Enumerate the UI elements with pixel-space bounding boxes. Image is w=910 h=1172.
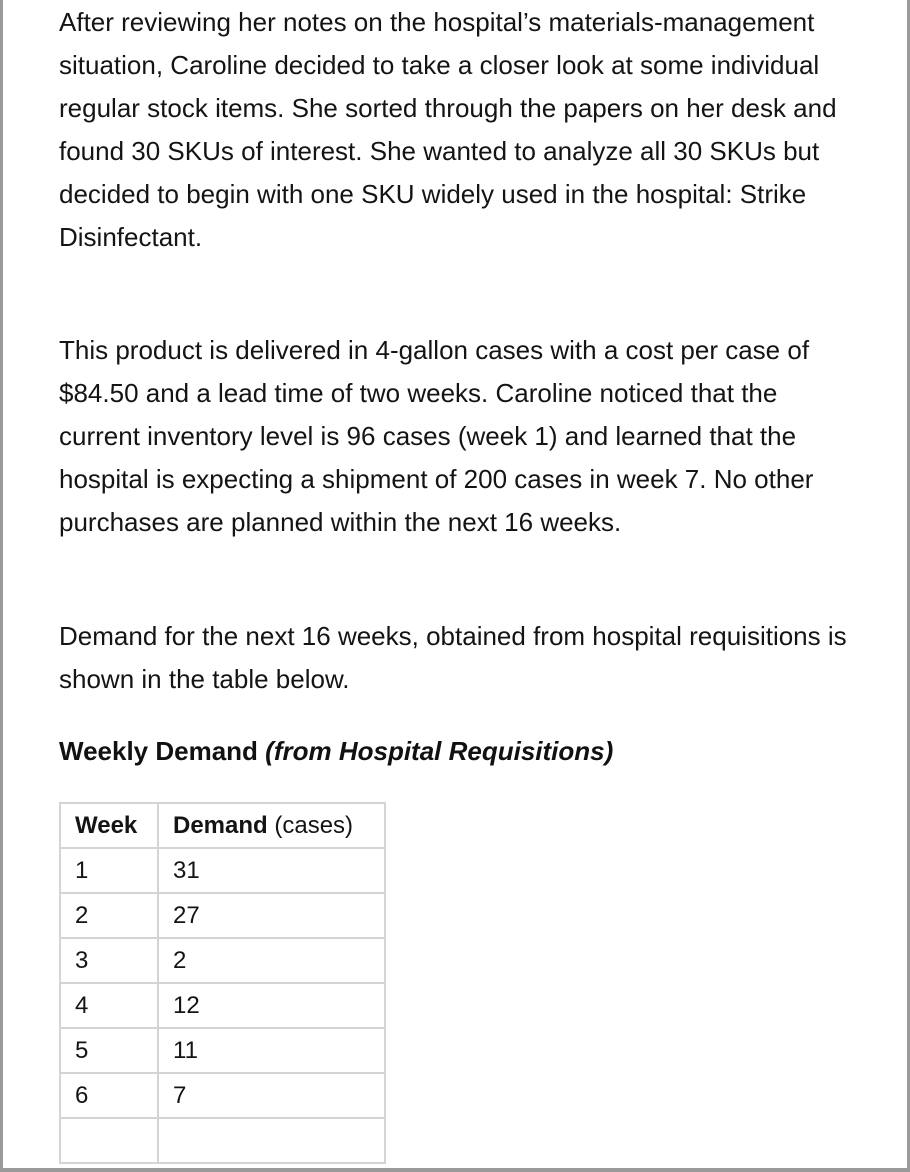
week-cell: 4 [60, 983, 158, 1028]
table-row [60, 1073, 385, 1118]
header-demand-unit: (cases) [267, 811, 354, 839]
table-header-row [60, 803, 385, 848]
header-demand [158, 803, 385, 848]
week-cell: 6 [60, 1073, 158, 1118]
header-week: Week [60, 803, 158, 848]
demand-cell: 27 [158, 893, 385, 938]
table-row [60, 848, 385, 893]
demand-paragraph: Demand for the next 16 weeks, obtained from hospital requisitions is shown in the table below. [59, 621, 847, 694]
week-cell: 2 [60, 893, 158, 938]
week-cell: 5 [60, 1028, 158, 1073]
table-row [60, 893, 385, 938]
demand-cell: 7 [158, 1073, 385, 1118]
table-row [60, 983, 385, 1028]
demand-cell: 2 [158, 938, 385, 983]
table-row [60, 1118, 385, 1163]
week-cell [60, 1118, 158, 1163]
table-row [60, 938, 385, 983]
week-cell: 1 [60, 848, 158, 893]
demand-cell: 11 [158, 1028, 385, 1073]
product-paragraph: This product is delivered in 4-gallon cases with a cost per case of $84.50 and a lead time of two weeks. Caroline noticed that the current inventory level is 96 cases (week 1) and learned that the hospital is expecting a shipment of 200 cases in week 7. No other purchases are planned within the next 16 weeks. [59, 335, 814, 537]
table-row [60, 1028, 385, 1073]
intro-paragraph: After reviewing her notes on the hospital’s materials-management situation, Caroline decided to take a closer look at some individual regular stock items. She sorted through the papers on her desk and found 30 SKUs of interest. She wanted to analyze all 30 SKUs but decided to begin with one SKU widely used in the hospital: Strike Disinfectant. [59, 7, 837, 252]
demand-cell: 31 [158, 848, 385, 893]
table-heading-main: Weekly Demand [59, 736, 266, 766]
table-heading [59, 730, 613, 773]
demand-cell: 12 [158, 983, 385, 1028]
weekly-demand-table [59, 802, 386, 1164]
demand-cell [158, 1118, 385, 1163]
table-heading-italic: (from Hospital Requisitions) [265, 736, 614, 766]
header-demand-label: Demand [173, 811, 268, 839]
week-cell: 3 [60, 938, 158, 983]
